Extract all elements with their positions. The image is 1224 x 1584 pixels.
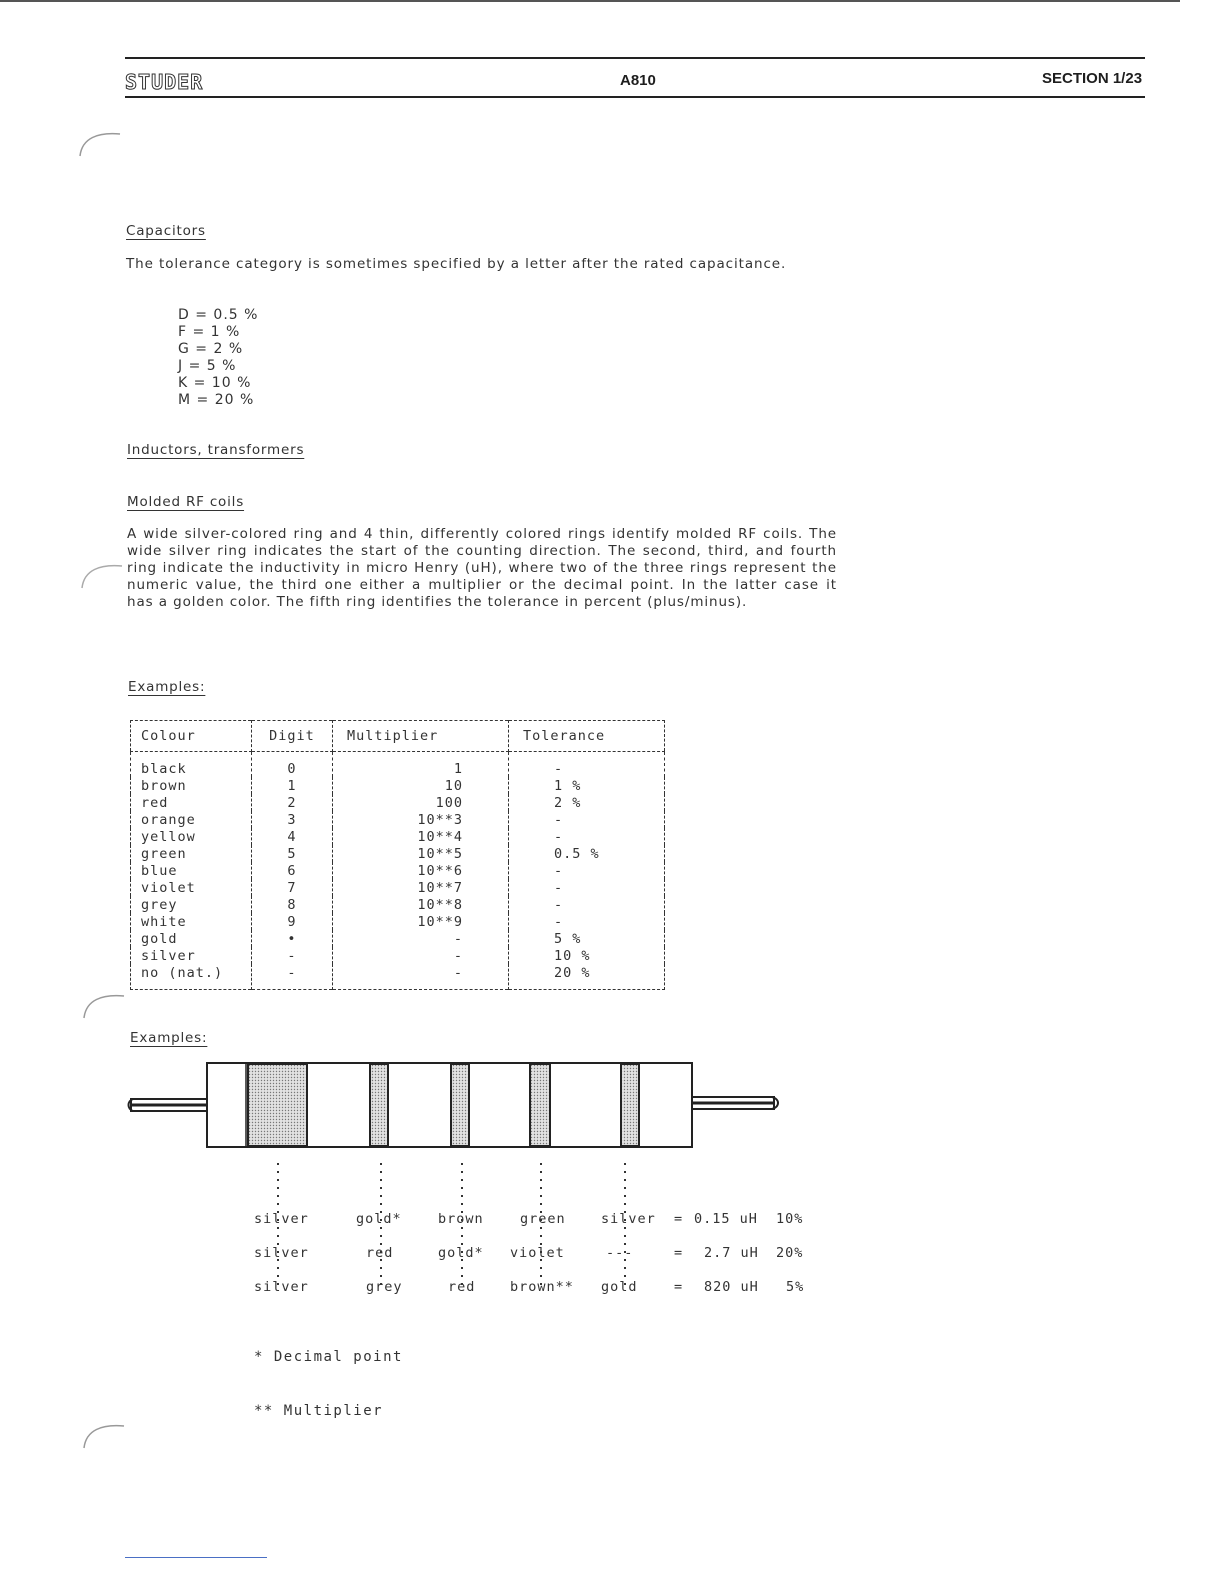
tolerance-value: 5% [786,1279,805,1295]
fifth-ring [621,1064,639,1146]
tolerance-cell: - [554,896,564,913]
tolerance-cell: - [554,879,564,896]
tolerance-code: D = 0.5 % [178,307,259,323]
left-lead-wire [129,1099,210,1111]
header-bottom-rule [125,96,1145,98]
colour-cell: black [131,752,252,778]
digit-cell: 2 [252,794,333,811]
tolerance-cell: 0.5 % [554,845,600,862]
table-row [131,947,665,964]
equals-sign: = [674,1245,684,1261]
tolerance-cell: - [554,913,564,930]
column-header-digit: Digit [252,721,333,752]
column-header-colour: Colour [131,721,252,752]
ring-label: violet [510,1245,565,1261]
colour-cell: gold [131,930,252,947]
inductance-value: 2.7 uH [704,1245,759,1261]
tolerance-code: M = 20 % [178,392,255,408]
multiplier-cell: 10**4 [333,828,509,845]
colour-cell: green [131,845,252,862]
tolerance-value: 20% [776,1245,804,1261]
digit-cell: 9 [252,913,333,930]
tolerance-cell: 20 % [554,964,591,981]
tolerance-cell: - [554,811,564,828]
digit-cell: 4 [252,828,333,845]
colour-cell: red [131,794,252,811]
table-row [131,752,665,778]
digit-cell: 8 [252,896,333,913]
color-code-table [130,720,665,990]
multiplier-cell: 10**6 [333,862,509,879]
equals-sign: = [674,1211,684,1227]
ring-label: gold [601,1279,638,1295]
examples-heading: Examples: [128,679,206,695]
fourth-ring [530,1064,550,1146]
punch-hole-mark [80,560,130,590]
ring-label: silver [254,1211,309,1227]
ring-label: --- [606,1245,634,1261]
ring-label: silver [254,1245,309,1261]
inductors-heading: Inductors, transformers [127,442,305,458]
section-label: SECTION 1/23 [1042,70,1143,87]
digit-cell: 6 [252,862,333,879]
colour-cell: violet [131,879,252,896]
equals-sign: = [674,1279,684,1295]
tolerance-value: 10% [776,1211,804,1227]
digit-cell: - [252,947,333,964]
tolerance-cell: 1 % [554,777,582,794]
colour-cell: silver [131,947,252,964]
right-lead-wire [692,1097,778,1109]
multiplier-cell: 10 [333,777,509,794]
multiplier-cell: 10**5 [333,845,509,862]
ring-label: brown [438,1211,484,1227]
digit-cell: - [252,964,333,990]
ring-label: brown** [510,1279,574,1295]
tolerance-cell: - [554,828,564,845]
colour-cell: brown [131,777,252,794]
tolerance-code-list [178,307,258,409]
bottom-edge-mark [125,1557,267,1558]
ring-label: gold* [356,1211,402,1227]
multiplier-cell: 10**9 [333,913,509,930]
table-row [131,811,665,828]
colour-cell: yellow [131,828,252,845]
multiplier-cell: 10**8 [333,896,509,913]
multiplier-cell: 1 [333,752,509,778]
scan-edge-line [0,0,1180,2]
digit-cell: 7 [252,879,333,896]
multiplier-cell: 10**3 [333,811,509,828]
column-header-multiplier: Multiplier [333,721,509,752]
table-row [131,828,665,845]
ring-label: gold* [438,1245,484,1261]
model-label: A810 [620,72,656,89]
multiplier-cell: - [333,930,509,947]
tolerance-code: F = 1 % [178,324,241,340]
tolerance-code: G = 2 % [178,341,244,357]
colour-cell: no (nat.) [131,964,252,990]
footnote-decimal-point: * Decimal point [254,1349,403,1365]
digit-cell: • [252,930,333,947]
inductance-value: 820 uH [704,1279,759,1295]
ring-label: grey [366,1279,403,1295]
examples-heading-2: Examples: [130,1030,208,1046]
table-row [131,777,665,794]
tolerance-code: J = 5 % [178,358,237,374]
table-header-row [131,721,665,752]
third-ring [451,1064,469,1146]
table-row [131,794,665,811]
multiplier-cell: 10**7 [333,879,509,896]
ring-label: silver [254,1279,309,1295]
table-row [131,845,665,862]
column-header-tolerance: Tolerance [509,721,665,752]
table-row [131,930,665,947]
table-row [131,964,665,990]
digit-cell: 0 [252,752,333,778]
tolerance-cell: 5 % [554,930,582,947]
tolerance-cell: 10 % [554,947,591,964]
capacitors-heading: Capacitors [126,223,206,239]
table-row [131,896,665,913]
punch-hole-mark [78,128,128,158]
ring-label: red [448,1279,476,1295]
colour-cell: white [131,913,252,930]
header-top-rule [125,57,1145,59]
punch-hole-mark [82,990,132,1020]
colour-cell: orange [131,811,252,828]
footnotes [254,1312,403,1438]
multiplier-cell: - [333,964,509,990]
digit-cell: 1 [252,777,333,794]
capacitors-text: The tolerance category is sometimes specified by a letter after the rated capacitance. [126,256,787,272]
ring-label: silver [601,1211,656,1227]
molded-rf-coils-text: A wide silver-colored ring and 4 thin, differently colored rings identify molded RF coils. The wide silver ring indicates the start of the counting direction. The second, third, and fourth ring indicate the inductivity in micro Henry (uH), where two of the three rings represent the numeric value, the third one either a multiplier or the decimal point. In the latter case it has a golden color. The fifth ring identifies the tolerance in percent (plus/minus). [127,526,837,610]
digit-cell: 5 [252,845,333,862]
ring-label: red [366,1245,394,1261]
punch-hole-mark [82,1420,132,1450]
table-row [131,913,665,930]
tolerance-cell: 2 % [554,794,582,811]
wide-silver-ring [248,1064,307,1146]
table-row [131,879,665,896]
table-row [131,862,665,879]
ring-label: green [520,1211,566,1227]
studer-logo: STUDER [125,70,204,94]
digit-cell: 3 [252,811,333,828]
colour-cell: blue [131,862,252,879]
multiplier-cell: - [333,947,509,964]
tolerance-code: K = 10 % [178,375,252,391]
multiplier-cell: 100 [333,794,509,811]
second-ring [370,1064,388,1146]
footnote-multiplier: ** Multiplier [254,1403,384,1419]
molded-rf-coils-heading: Molded RF coils [127,494,245,510]
tolerance-cell: - [554,760,564,777]
inductance-value: 0.15 uH [694,1211,758,1227]
colour-cell: grey [131,896,252,913]
tolerance-cell: - [554,862,564,879]
